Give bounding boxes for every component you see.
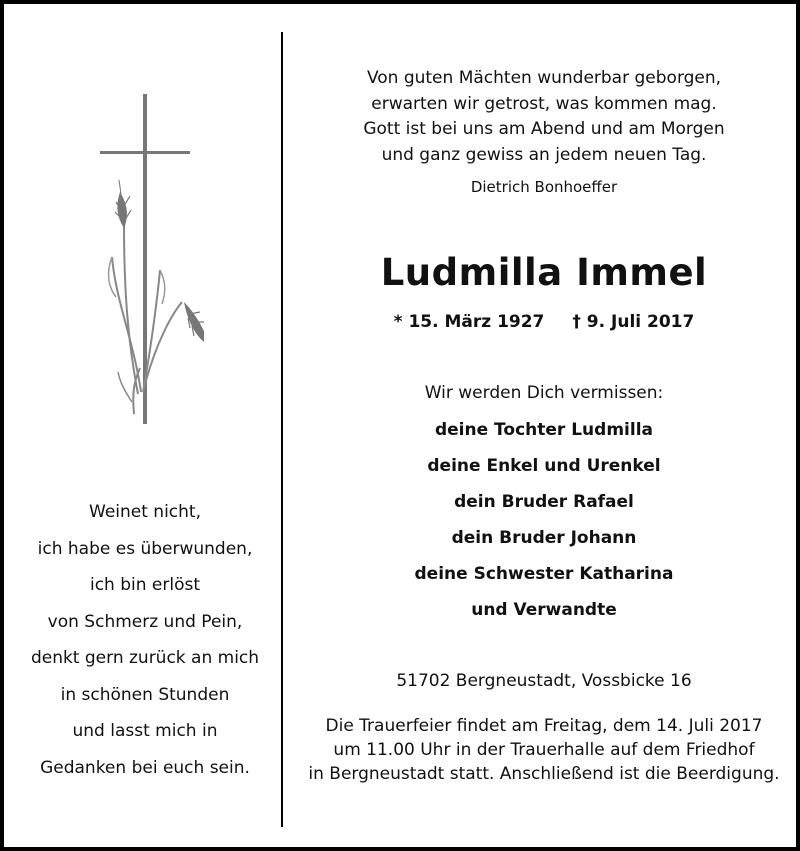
verse-line: denkt gern zurück an mich: [30, 648, 260, 668]
column-divider: [281, 32, 283, 827]
left-verse: [14, 494, 276, 786]
poem: [294, 66, 794, 168]
poem-author: Dietrich Bonhoeffer: [470, 178, 618, 196]
address: 51702 Bergneustadt, Vossbicke 16: [396, 671, 692, 691]
verse-line: in schönen Stunden: [60, 684, 230, 705]
verse-line: und lasst mich in: [72, 721, 218, 741]
mourner: deine Schwester Katharina: [414, 564, 674, 584]
verse-line: Weinet nicht,: [89, 502, 201, 522]
mourners-list: [294, 412, 794, 628]
funeral-line: in Bergneustadt statt. Anschließend ist die Beerdigung.: [308, 764, 780, 784]
poem-line: und ganz gewiss an jedem neuen Tag.: [381, 144, 707, 165]
miss-intro: Wir werden Dich vermissen:: [424, 383, 664, 403]
cross-with-wheat-icon: [94, 92, 204, 432]
birth-date: * 15. März 1927: [393, 312, 545, 332]
verse-line: ich bin erlöst: [89, 575, 201, 595]
funeral-line: um 11.00 Uhr in der Trauerhalle auf dem Friedhof: [333, 740, 755, 760]
life-dates: [294, 309, 794, 335]
poem-line: Von guten Mächten wunderbar geborgen,: [366, 68, 722, 88]
mourner: dein Bruder Rafael: [454, 492, 634, 512]
verse-line: Gedanken bei euch sein.: [40, 757, 250, 778]
verse-line: ich habe es überwunden,: [37, 538, 253, 559]
funeral-line: Die Trauerfeier findet am Freitag, dem 14. Juli 2017: [325, 716, 763, 736]
mourner: deine Enkel und Urenkel: [427, 456, 661, 476]
mourner: und Verwandte: [471, 600, 617, 620]
mourner: deine Tochter Ludmilla: [434, 420, 653, 440]
death-date: † 9. Juli 2017: [572, 312, 695, 332]
mourner: dein Bruder Johann: [451, 528, 637, 548]
deceased-name: Ludmilla Immel: [380, 251, 708, 294]
poem-line: erwarten wir getrost, was kommen mag.: [371, 93, 717, 114]
verse-line: von Schmerz und Pein,: [47, 611, 243, 632]
poem-line: Gott ist bei uns am Abend und am Morgen: [363, 119, 725, 139]
funeral-notice: [294, 714, 794, 786]
